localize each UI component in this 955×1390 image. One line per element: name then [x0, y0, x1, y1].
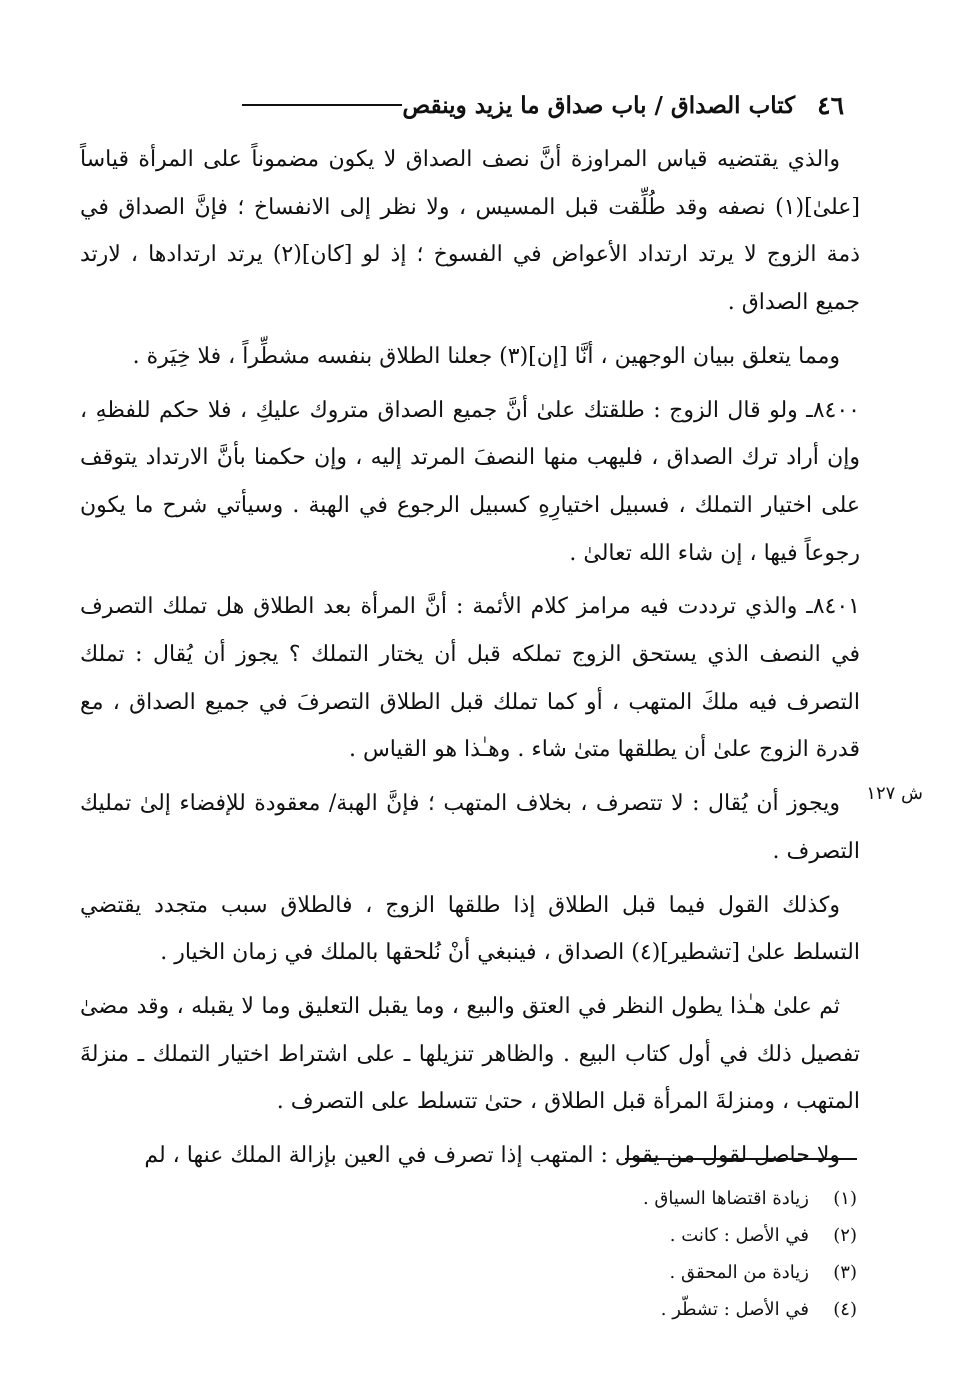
- footnote-number: (٢): [833, 1225, 857, 1246]
- paragraph: وكذلك القول فيما قبل الطلاق إذا طلقها الزوج ، فالطلاق سبب متجدد يقتضي التسلط علىٰ [تشطير](٤) الصداق ، فينبغي أنْ نُلحقها بالملك في زمان الخيار .: [80, 892, 860, 966]
- margin-page-reference: ش ١٢٧: [866, 783, 923, 804]
- paragraph: ٨٤٠٠ـ ولو قال الزوج : طلقتك علىٰ أنَّ جميع الصداق متروك عليكِ ، فلا حكم للفظهِ ، وإن أراد ترك الصداق ، فليهب منها النصفَ المرتد إليه ، وإن حكمنا بأنَّ الارتداد يتوقف على اختيار التملك ، فسبيل اختيارِهِ كسبيل الرجوع في الهبة . وسيأتي شرح ما يكون رجوعاً فيها ، إن شاء الله تعالىٰ .: [80, 397, 860, 566]
- paragraph: ولا حاصل لقول من يقول : المتهب إذا تصرف في العين بإزالة الملك عنها ، لم: [144, 1143, 840, 1169]
- main-text: [80, 136, 860, 1186]
- footnote: [257, 1254, 857, 1291]
- header-rule: [242, 104, 402, 106]
- footnote: [257, 1180, 857, 1217]
- footnote-number: (٣): [833, 1262, 857, 1283]
- paragraph: ومما يتعلق ببيان الوجهين ، أنَّا [إن](٣) جعلنا الطلاق بنفسه مشطِّراً ، فلا خِيَرة .: [132, 343, 840, 369]
- footnote-text: في الأصل : كانت .: [669, 1225, 809, 1246]
- footnote-number: (١): [833, 1188, 857, 1209]
- running-head: كتاب الصداق / باب صداق ما يزيد وينقص: [402, 91, 796, 119]
- footnote-number: (٤): [833, 1299, 857, 1320]
- footnotes: [257, 1180, 857, 1328]
- paragraph: ثم علىٰ هـٰذا يطول النظر في العتق والبيع ، وما يقبل التعليق وما لا يقبله ، وقد مضىٰ تفصيل ذلك في أول كتاب البيع . والظاهر تنزيلها ـ على اشتراط اختيار التملك ـ منزلةَ المتهب ، ومنزلةَ المرأة قبل الطلاق ، حتىٰ تتسلط على التصرف .: [80, 993, 860, 1115]
- footnote-text: في الأصل : تشطّر .: [660, 1299, 809, 1320]
- paragraph: والذي يقتضيه قياس المراوزة أنَّ نصف الصداق لا يكون مضموناً على المرأة قياساً [علىٰ](١) نصفه وقد طُلِّقت قبل المسيس ، ولا نظر إلى الانفساخ ؛ فإنَّ الصداق في ذمة الزوج لا يرتد ارتداد الأعواض في الفسوخ ؛ إذ لو [كان](٢) يرتد ارتدادها ، لارتد جميع الصداق .: [80, 147, 860, 316]
- footnote: [257, 1217, 857, 1254]
- paragraph: ٨٤٠١ـ والذي ترددت فيه مرامز كلام الأئمة : أنَّ المرأة بعد الطلاق هل تملك التصرف في النصف الذي يستحق الزوج تملكه قبل أن يختار التملك ؟ يجوز أن يُقال : تملك التصرف فيه ملكَ المتهب ، أو كما تملك قبل الطلاق التصرفَ في جميع الصداق ، مع قدرة الزوج علىٰ أن يطلقها متىٰ شاء . وهـٰذا هو القياس .: [80, 594, 860, 763]
- page-header: [80, 88, 844, 122]
- footnote-text: زيادة اقتضاها السياق .: [642, 1188, 809, 1209]
- footnote: [257, 1291, 857, 1328]
- paragraph: ويجوز أن يُقال : لا تتصرف ، بخلاف المتهب ؛ فإنَّ الهبة/ معقودة للإفضاء إلىٰ تمليك التصرف .: [80, 791, 860, 864]
- footnote-rule: [625, 1158, 857, 1160]
- footnote-text: زيادة من المحقق .: [669, 1262, 809, 1283]
- page-number: ٤٦: [817, 90, 844, 120]
